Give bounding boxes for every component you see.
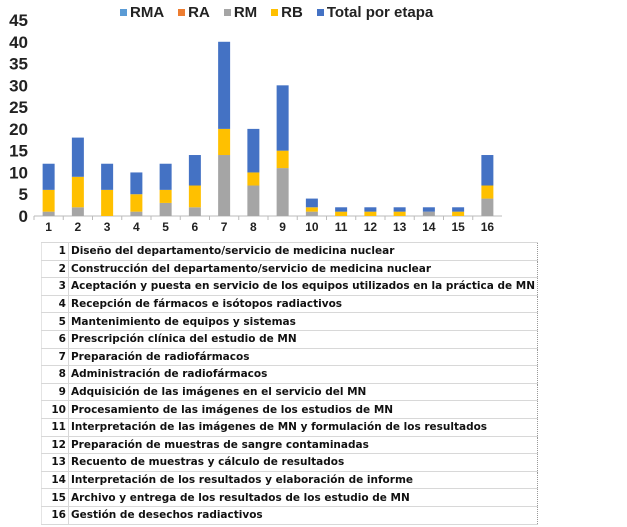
bar-rb (306, 207, 318, 211)
x-tick-label: 6 (191, 220, 199, 234)
table-row (42, 383, 538, 401)
stage-label: Diseño del departamento/servicio de medicina nuclear (68, 243, 537, 261)
bar-total-por-etapa (160, 164, 172, 190)
legend-item (317, 4, 433, 21)
stage-number: 16 (42, 506, 69, 524)
stage-label: Preparación de muestras de sangre contaminadas (68, 436, 537, 454)
bar-total-por-etapa (101, 164, 113, 190)
table-row (42, 418, 538, 436)
table-row (42, 401, 538, 419)
stage-number: 10 (42, 401, 69, 419)
bar-total-por-etapa (423, 207, 435, 211)
x-tick-label: 8 (250, 220, 257, 234)
bar-rm (277, 168, 289, 216)
stage-label: Archivo y entrega de los resultados de los estudio de MN (68, 489, 537, 507)
stage-number: 3 (42, 278, 69, 296)
table-row (42, 348, 538, 366)
legend-item (178, 4, 210, 21)
x-tick-label: 12 (363, 220, 378, 234)
x-tick-label: 5 (162, 220, 169, 234)
legend-label: RB (281, 4, 303, 21)
stage-number: 4 (42, 295, 69, 313)
bar-rm (130, 212, 142, 216)
bar-rb (72, 177, 84, 207)
legend-swatch (178, 9, 185, 16)
stage-label: Recuento de muestras y cálculo de resultados (68, 454, 537, 472)
stage-number: 2 (42, 260, 69, 278)
stage-number: 6 (42, 330, 69, 348)
bar-total-por-etapa (306, 199, 318, 208)
bar-rm (306, 212, 318, 216)
x-tick-label: 11 (334, 220, 348, 234)
x-tick-label: 1 (45, 220, 52, 234)
bar-rm (72, 207, 84, 216)
stage-number: 7 (42, 348, 69, 366)
table-row (42, 506, 538, 524)
bar-rb (394, 212, 406, 216)
y-tick-label: 40 (9, 32, 28, 52)
bar-rb (218, 129, 230, 155)
x-tick-label: 16 (480, 220, 495, 234)
bar-rm (218, 155, 230, 216)
bar-rb (160, 190, 172, 203)
stage-label: Preparación de radiofármacos (68, 348, 537, 366)
y-tick-label: 45 (9, 11, 28, 30)
x-tick-label: 15 (451, 220, 465, 234)
bar-total-por-etapa (189, 155, 201, 185)
bar-total-por-etapa (277, 85, 289, 150)
bar-total-por-etapa (43, 164, 55, 190)
stage-label: Interpretación de las imágenes de MN y formulación de los resultados (68, 418, 537, 436)
x-tick-label: 10 (305, 220, 319, 234)
x-tick-label: 14 (422, 220, 436, 234)
y-tick-label: 30 (9, 76, 28, 96)
legend-swatch (317, 9, 324, 16)
stage-label: Administración de radiofármacos (68, 366, 537, 384)
legend-swatch (271, 9, 278, 16)
stage-label: Gestión de desechos radiactivos (68, 506, 537, 524)
stage-number: 15 (42, 489, 69, 507)
y-tick-label: 15 (9, 141, 28, 161)
bar-total-por-etapa (364, 207, 376, 211)
y-tick-label: 5 (18, 185, 28, 205)
stage-label: Prescripción clínica del estudio de MN (68, 330, 537, 348)
legend-label: Total por etapa (326, 4, 434, 21)
legend-label: RM (233, 4, 258, 21)
legend-item (271, 4, 303, 21)
stage-number: 8 (42, 366, 69, 384)
bar-rb (335, 212, 347, 216)
y-tick-label: 25 (9, 98, 28, 118)
x-tick-label: 4 (133, 220, 140, 234)
table-row (42, 243, 538, 261)
stage-label: Adquisición de las imágenes en el servicio del MN (68, 383, 537, 401)
stages-table (41, 242, 538, 525)
stacked-bar-chart (0, 0, 627, 236)
y-tick-label: 0 (18, 207, 28, 226)
stage-number: 14 (42, 471, 69, 489)
stage-label: Mantenimiento de equipos y sistemas (68, 313, 537, 331)
stage-label: Procesamiento de las imágenes de los estudios de MN (68, 401, 537, 419)
legend-item (224, 4, 257, 21)
bar-total-por-etapa (247, 129, 259, 173)
bar-rm (189, 207, 201, 216)
table-row (42, 366, 538, 384)
stage-label: Aceptación y puesta en servicio de los equipos utilizados en la práctica de MN (68, 278, 537, 296)
bar-rm (481, 199, 493, 216)
bar-rb (452, 212, 464, 216)
bar-rm (43, 212, 55, 216)
legend-swatch (120, 9, 127, 16)
table-row (42, 330, 538, 348)
bar-total-por-etapa (218, 42, 230, 129)
x-tick-label: 2 (74, 220, 82, 234)
bar-total-por-etapa (335, 207, 347, 211)
bar-rb (189, 186, 201, 208)
stage-label: Recepción de fármacos e isótopos radiactivos (68, 295, 537, 313)
bar-total-por-etapa (130, 172, 142, 194)
x-tick-label: 13 (392, 220, 407, 234)
stage-label: Construcción del departamento/servicio de medicina nuclear (68, 260, 537, 278)
legend-label: RMA (130, 4, 165, 21)
x-tick-label: 3 (103, 220, 111, 234)
chart-legend (120, 4, 433, 21)
bar-rb (43, 190, 55, 212)
stage-number: 11 (42, 418, 69, 436)
bar-rb (364, 212, 376, 216)
bar-rm (423, 212, 435, 216)
x-tick-label: 9 (279, 220, 286, 234)
stage-number: 9 (42, 383, 69, 401)
legend-item (120, 4, 164, 21)
stage-number: 1 (42, 243, 69, 261)
y-tick-label: 35 (9, 54, 28, 74)
bar-total-por-etapa (394, 207, 406, 211)
bar-rb (481, 186, 493, 199)
legend-label: RA (188, 4, 210, 21)
bar-rb (247, 172, 259, 185)
stage-number: 5 (42, 313, 69, 331)
bar-rm (247, 186, 259, 216)
bar-total-por-etapa (452, 207, 464, 211)
y-tick-label: 20 (9, 119, 28, 139)
bar-total-por-etapa (72, 138, 84, 177)
bar-rb (277, 151, 289, 168)
y-tick-label: 10 (9, 163, 28, 183)
x-tick-label: 7 (220, 220, 228, 234)
bar-total-por-etapa (481, 155, 493, 185)
table-row (42, 278, 538, 296)
table-row (42, 454, 538, 472)
bar-rb (101, 190, 113, 216)
table-row (42, 295, 538, 313)
stage-number: 12 (42, 436, 69, 454)
stage-number: 13 (42, 454, 69, 472)
stage-label: Interpretación de los resultados y elaboración de informe (68, 471, 537, 489)
table-row (42, 436, 538, 454)
legend-swatch (224, 9, 231, 16)
table-row (42, 313, 538, 331)
bar-rb (130, 194, 142, 211)
bar-rm (160, 203, 172, 216)
table-row (42, 260, 538, 278)
table-row (42, 471, 538, 489)
table-row (42, 489, 538, 507)
